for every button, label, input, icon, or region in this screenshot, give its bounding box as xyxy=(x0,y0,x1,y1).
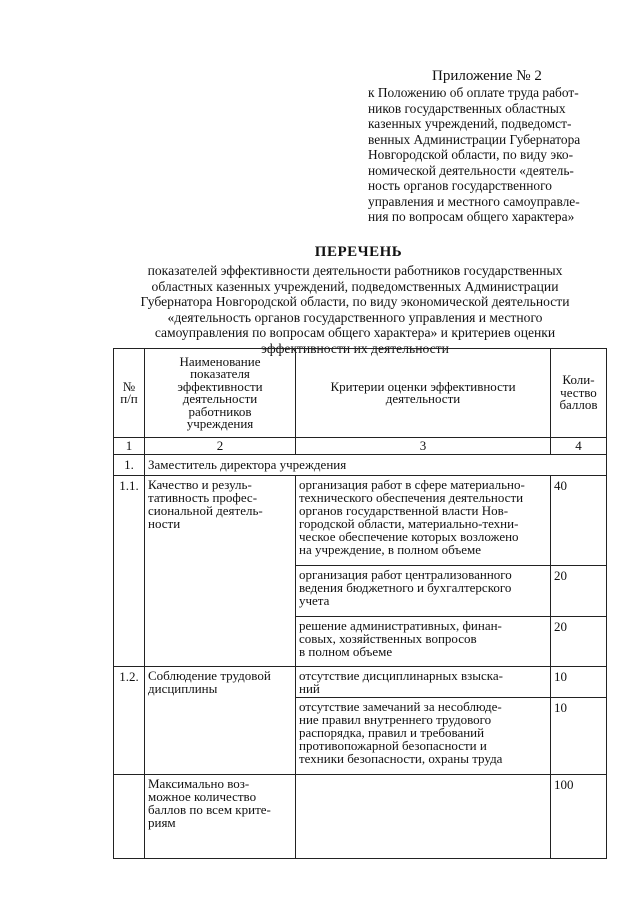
appendix-subtitle xyxy=(368,85,613,225)
appendix-line: ников государственных областных xyxy=(368,100,566,116)
criterion-text: организация работ централизованного ведения бюджетного и бухгалтерского учета xyxy=(296,566,551,616)
criterion-points: 10 xyxy=(551,666,607,697)
subtitle-line: эффективности их деятельности xyxy=(261,340,449,356)
appendix-line: управления и местного самоуправле- xyxy=(368,193,580,209)
column-number: 2 xyxy=(145,438,296,455)
subtitle-line: самоуправления по вопросам общего характера» и критериев оценки xyxy=(154,325,556,341)
total-criterion xyxy=(296,774,551,858)
subtitle-line: показателей эффективности деятельности работников государственных xyxy=(147,263,563,278)
header-no: № п/п xyxy=(114,349,145,438)
appendix-line: казенных учреждений, подведомст- xyxy=(368,116,572,131)
criterion-text: отсутствие замечаний за несоблюде- ние правил внутреннего трудового распорядка, правил и требований противопожарной безопасности и техники безопасности, охраны труда xyxy=(296,697,551,774)
document-title: ПЕРЕЧЕНЬ xyxy=(314,244,403,260)
group-indicator: Соблюдение трудовой дисциплины xyxy=(145,666,296,774)
column-number: 4 xyxy=(551,438,607,455)
table-row xyxy=(114,476,607,566)
criterion-text: отсутствие дисциплинарных взыска- ний xyxy=(296,666,551,697)
criterion-text: решение административных, финан- совых, хозяйственных вопросов в полном объеме xyxy=(296,616,551,666)
criterion-points: 20 xyxy=(551,566,607,616)
subtitle-line: «деятельность органов государственного управления и местного xyxy=(167,309,543,325)
table-row xyxy=(114,666,607,697)
header-indicator: Наименование показателя эффективности деятельности работников учреждения xyxy=(145,349,296,438)
column-number-row xyxy=(114,438,607,455)
subtitle-line: Губернатора Новгородской области, по виду экономической деятельности xyxy=(140,294,570,310)
group-number: 1.2. xyxy=(114,666,145,774)
appendix-line: ния по вопросам общего характера» xyxy=(368,209,575,224)
appendix-line: ность органов государственного xyxy=(368,178,552,193)
appendix-line: к Положению об оплате труда работ- xyxy=(368,85,579,100)
appendix-line: венных Администрации Губернатора xyxy=(368,131,581,147)
header-points: Коли- чество баллов xyxy=(551,349,607,438)
subtitle-line: областных казенных учреждений, подведомственных Администрации xyxy=(151,278,559,294)
criterion-text: организация работ в сфере материально- технического обеспечения деятельности органов государственной власти Нов- городской области, материально-техни- ческое обеспечение которых возложено на учреждение, в полном объеме xyxy=(296,476,551,566)
document-subtitle xyxy=(100,263,610,357)
table-header-row xyxy=(114,349,607,438)
group-number: 1.1. xyxy=(114,476,145,666)
criterion-points: 40 xyxy=(551,476,607,566)
total-label: Максимально воз- можное количество баллов по всем крите- риям xyxy=(145,774,296,858)
section-title: Заместитель директора учреждения xyxy=(145,455,607,476)
appendix-line: Новгородской области, по виду эко- xyxy=(368,147,574,162)
group-indicator: Качество и резуль- тативность профес- сиональной деятель- ности xyxy=(145,476,296,666)
criteria-table xyxy=(113,348,607,859)
header-criteria: Критерии оценки эффективности деятельности xyxy=(296,349,551,438)
column-number: 1 xyxy=(114,438,145,455)
criterion-points: 20 xyxy=(551,616,607,666)
criterion-points: 10 xyxy=(551,697,607,774)
appendix-line: номической деятельности «деятель- xyxy=(368,162,574,178)
appendix-title: Приложение № 2 xyxy=(432,68,542,84)
total-points: 100 xyxy=(551,774,607,858)
total-number xyxy=(114,774,145,858)
column-number: 3 xyxy=(296,438,551,455)
section-row xyxy=(114,455,607,476)
total-row xyxy=(114,774,607,858)
section-number: 1. xyxy=(114,455,145,476)
